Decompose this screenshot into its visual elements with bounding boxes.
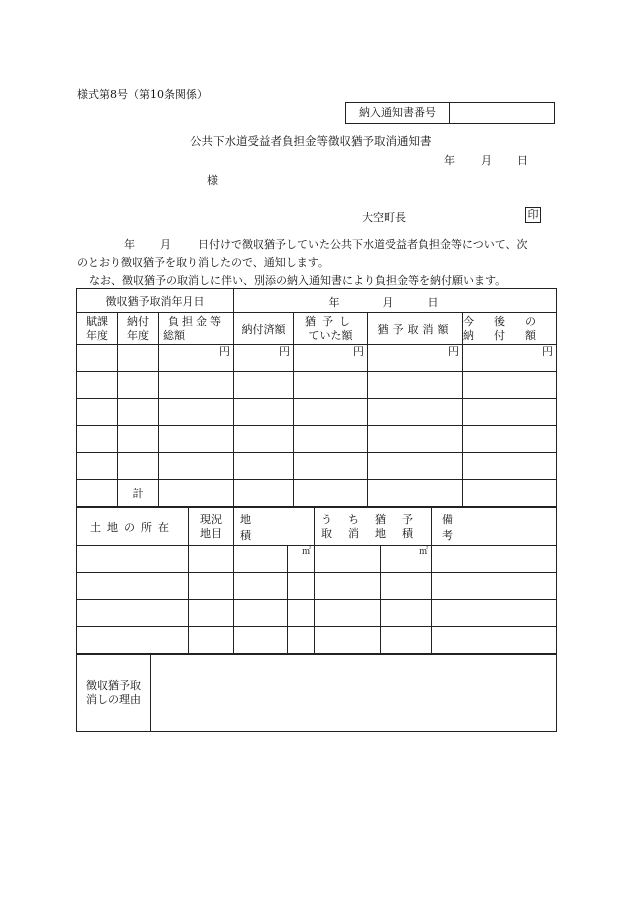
total-label: 計 [118,480,159,507]
cancel-date-day: 日 [427,295,439,309]
header-among: うち猶予 取消地積 [315,508,432,546]
cancel-date-year: 年 [328,295,340,309]
total-row [77,480,557,507]
header-deferred-amount: 猶予し ていた額 [294,313,368,345]
notice-number-label: 納入通知書番号 [346,103,450,123]
issue-date-day: 日 [517,154,528,167]
table-row [77,372,557,399]
issue-date-month: 月 [481,154,492,167]
header-fiscal-year: 賦課 年度 [77,313,118,345]
seal-mark: 印 [525,207,541,223]
table1-header-row [77,313,557,345]
table-row [77,453,557,480]
header-area: 地積 [234,508,315,546]
reason-table [76,654,557,732]
issue-date-year: 年 [444,154,455,167]
land-table [76,507,557,654]
table-row [77,573,557,600]
header-remarks: 備考 [432,508,557,546]
table2-header-row [77,508,557,546]
form-number: 様式第8号（第10条関係） [77,88,208,101]
body-line2: のとおり徴収猶予を取り消したので、通知します。 [77,256,329,269]
cancel-date-month: 月 [382,295,394,309]
header-total-amount: 負担金等 総額 [159,313,234,345]
table-row: 円 円 円 円 円 [77,345,557,372]
table-row [77,600,557,627]
header-location: 土地の所在 [77,508,189,546]
header-future-payment: 今後の 納付額 [463,313,557,345]
header-pay-year: 納付 年度 [118,313,159,345]
reason-input[interactable] [151,655,557,732]
deferral-amount-table [76,288,557,507]
header-land-use: 現況 地目 [189,508,234,546]
body-line1-year: 年 [124,238,135,251]
body-line3: なお、徴収猶予の取消しに伴い、別添の納入通知書により負担金等を納付願います。 [89,274,507,287]
notice-number-box [345,102,555,124]
issuer-name: 大空町長 [362,211,406,224]
header-cancel-amount: 猶予取消額 [368,313,463,345]
body-line1-month: 月 [160,238,171,251]
notice-number-value[interactable] [450,103,554,123]
body-line1-rest: 日付けで徴収猶予していた公共下水道受益者負担金等について、次 [198,238,528,251]
table-row [77,627,557,654]
cancel-date-label: 徴収猶予取消年月日 [77,289,234,313]
cancel-date-cell[interactable] [234,289,557,313]
document-title: 公共下水道受益者負担金等徴収猶予取消通知書 [190,134,432,148]
table-row [77,399,557,426]
table-row [77,426,557,453]
addressee-suffix: 様 [207,174,218,187]
reason-label: 徴収猶予取 消しの理由 [77,655,151,732]
header-paid-amount: 納付済額 [234,313,294,345]
table-row: ㎡ ㎡ [77,546,557,573]
